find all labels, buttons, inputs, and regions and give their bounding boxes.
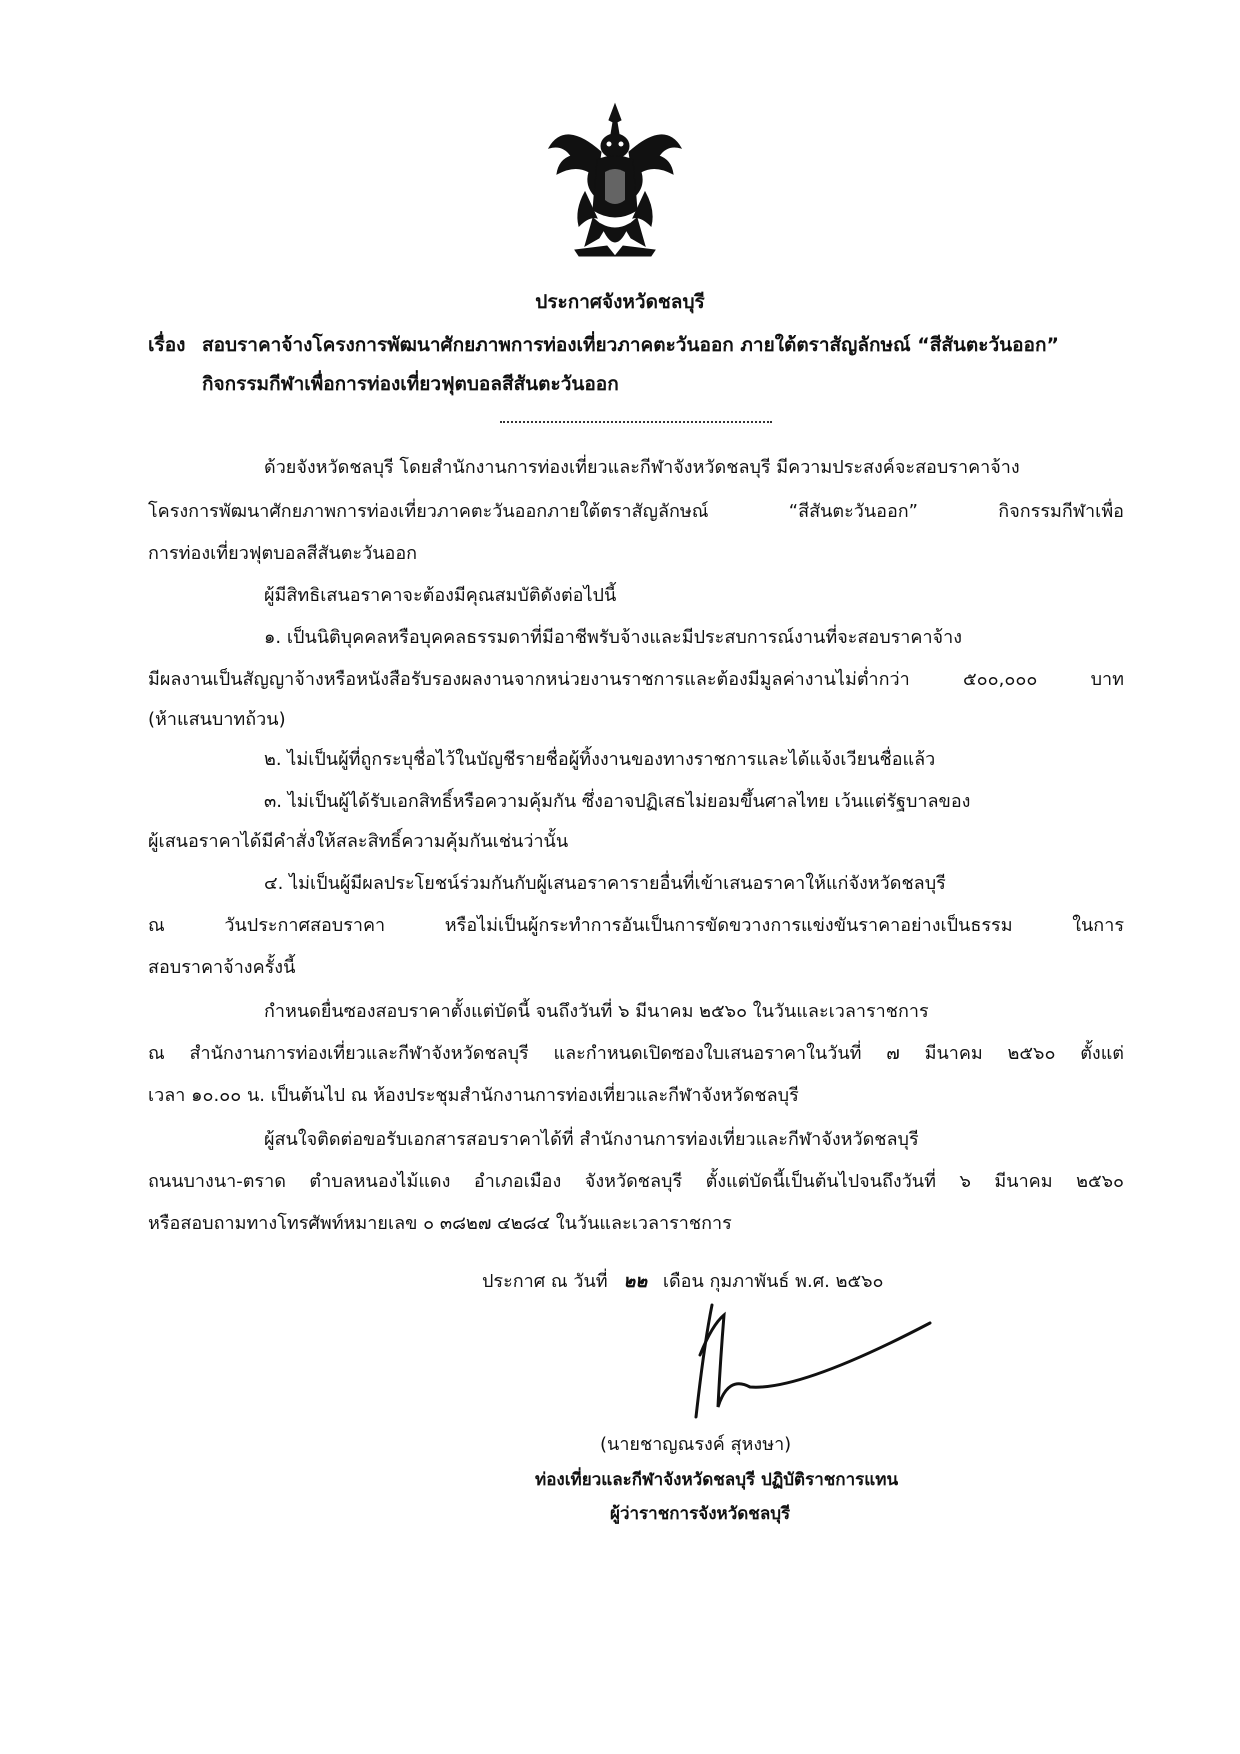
signer-name: (นายชาญณรงค์ สุหงษา) xyxy=(600,1434,792,1455)
list-item-line: มีผลงานเป็นสัญญาจ้างหรือหนังสือรับรองผลงานจากหน่วยงานราชการและต้องมีมูลค่างานไม่ต่ำกว่า ๕๐๐,๐๐๐ บาท xyxy=(148,669,1124,690)
garuda-emblem-icon xyxy=(545,100,685,260)
announce-suffix: เดือน กุมภาพันธ์ พ.ศ. ๒๕๖๐ xyxy=(662,1271,884,1292)
paragraph-line: โครงการพัฒนาศักยภาพการท่องเที่ยวภาคตะวันออกภายใต้ตราสัญลักษณ์ “สีสันตะวันออก” กิจกรรมกีฬาเพื่อ xyxy=(148,501,1124,522)
signature-icon xyxy=(600,1295,940,1425)
paragraph-line: เวลา ๑๐.๐๐ น. เป็นต้นไป ณ ห้องประชุมสำนักงานการท่องเที่ยวและกีฬาจังหวัดชลบุรี xyxy=(148,1085,799,1106)
announce-day: ๒๒ xyxy=(623,1271,648,1292)
list-item-line: ผู้เสนอราคาได้มีคำสั่งให้สละสิทธิ์ความคุ้มกันเช่นว่านั้น xyxy=(148,831,569,852)
dotted-divider xyxy=(500,421,772,423)
paragraph-line: ผู้มีสิทธิเสนอราคาจะต้องมีคุณสมบัติดังต่อไปนี้ xyxy=(264,585,617,606)
list-item-line: ๑. เป็นนิติบุคคลหรือบุคคลธรรมดาที่มีอาชีพรับจ้างและมีประสบการณ์งานที่จะสอบราคาจ้าง xyxy=(264,627,963,648)
list-item-line: (ห้าแสนบาทถ้วน) xyxy=(148,709,286,730)
paragraph-line: ด้วยจังหวัดชลบุรี โดยสำนักงานการท่องเที่ยวและกีฬาจังหวัดชลบุรี มีความประสงค์จะสอบราคาจ้าง xyxy=(264,457,1020,478)
signer-position: ท่องเที่ยวและกีฬาจังหวัดชลบุรี ปฏิบัติราชการแทน xyxy=(535,1470,899,1490)
list-item-line: ๒. ไม่เป็นผู้ที่ถูกระบุชื่อไว้ในบัญชีรายชื่อผู้ทิ้งงานของทางราชการและได้แจ้งเวียนชื่อแล้ว xyxy=(264,749,936,770)
list-item-line: ณ วันประกาศสอบราคา หรือไม่เป็นผู้กระทำการอันเป็นการขัดขวางการแข่งขันราคาอย่างเป็นธรรม ในการ xyxy=(148,915,1124,936)
paragraph-line: กำหนดยื่นซองสอบราคาตั้งแต่บัดนี้ จนถึงวันที่ ๖ มีนาคม ๒๕๖๐ ในวันและเวลาราชการ xyxy=(264,1001,929,1022)
subject-line: กิจกรรมกีฬาเพื่อการท่องเที่ยวฟุตบอลสีสันตะวันออก xyxy=(202,373,619,395)
list-item-line: ๓. ไม่เป็นผู้ได้รับเอกสิทธิ์หรือความคุ้มกัน ซึ่งอาจปฏิเสธไม่ยอมขึ้นศาลไทย เว้นแต่รัฐบาลของ xyxy=(264,791,971,812)
paragraph-line: การท่องเที่ยวฟุตบอลสีสันตะวันออก xyxy=(148,543,418,564)
announce-prefix: ประกาศ ณ วันที่ xyxy=(482,1271,608,1292)
list-item-line: สอบราคาจ้างครั้งนี้ xyxy=(148,957,296,978)
subject-label: เรื่อง xyxy=(148,334,186,356)
signer-position: ผู้ว่าราชการจังหวัดชลบุรี xyxy=(610,1504,791,1524)
page-title: ประกาศจังหวัดชลบุรี xyxy=(535,291,705,313)
announce-date xyxy=(482,1266,883,1295)
list-item-line: ๔. ไม่เป็นผู้มีผลประโยชน์ร่วมกันกับผู้เสนอราคารายอื่นที่เข้าเสนอราคาให้แก่จังหวัดชลบุรี xyxy=(264,873,946,894)
paragraph-line: ผู้สนใจติดต่อขอรับเอกสารสอบราคาได้ที่ สำนักงานการท่องเที่ยวและกีฬาจังหวัดชลบุรี xyxy=(264,1129,919,1150)
subject-line: สอบราคาจ้างโครงการพัฒนาศักยภาพการท่องเที่ยวภาคตะวันออก ภายใต้ตราสัญลักษณ์ “สีสันตะวันออก” xyxy=(202,334,1059,356)
paragraph-line: ณ สำนักงานการท่องเที่ยวและกีฬาจังหวัดชลบุรี และกำหนดเปิดซองใบเสนอราคาในวันที่ ๗ มีนาคม ๒๕๖๐ ตั้งแต่ xyxy=(148,1043,1124,1064)
paragraph-line: หรือสอบถามทางโทรศัพท์หมายเลข ๐ ๓๘๒๗ ๔๒๘๔ ในวันและเวลาราชการ xyxy=(148,1213,732,1234)
paragraph-line: ถนนบางนา-ตราด ตำบลหนองไม้แดง อำเภอเมือง จังหวัดชลบุรี ตั้งแต่บัดนี้เป็นต้นไปจนถึงวันที่ ๖ มีนาคม ๒๕๖๐ xyxy=(148,1171,1124,1192)
